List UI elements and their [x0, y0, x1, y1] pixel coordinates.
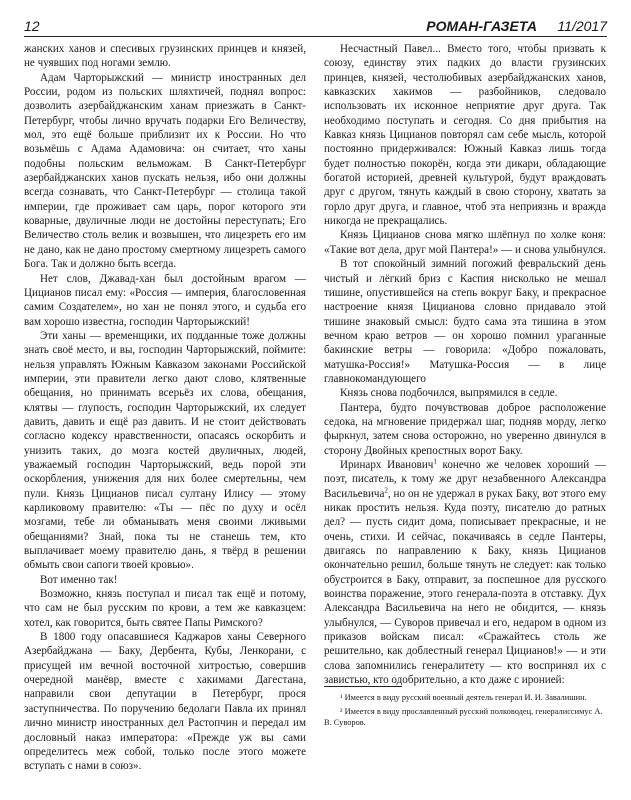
footnotes: [324, 686, 606, 731]
paragraph: Князь Цицианов снова мягко шлёпнул по холке коня: «Такие вот дела, друг мой Пантера!» — и снова улыбнулся.: [324, 229, 606, 256]
footnote-marker: 2: [384, 485, 388, 494]
right-text-column: [324, 42, 606, 687]
paragraph: Несчастный Павел... Вместо того, чтобы призвать к союзу, единству этих падких до власти грузинских принцев, князей, честолюбивых азербайджанских ханов, кавказских хакимов — разбойников, следовало использовать их исконное неприятие друг друга. Так необходимо поступать и сегодня. Со дня прибытия на Кавказ князь Цицианов повторял сам себе мысль, которой постоянно придерживался: Южный Кавказ лишь тогда будет полностью покорён, когда эти дикари, обладающие богатой историей, древней культурой, будут враждовать друг с другом, тянуть каждый в свою сторону, хватать за горло друг друга, и главное, чтоб эта неприязнь и вражда никогда не прекращались.: [324, 43, 606, 228]
paragraph: В тот спокойный зимний погожий февральский день чистый и лёгкий бриз с Каспия нисколько не мешал тишине, опустившейся на степь вокруг Баку, и прекрасное настроение князя Цицианова словно придавало этой тишине знаковый смысл: будто сама эта тишина в этом вечном краю ветров — он хорошо помнил ураганные бакинские ветры — говорила: «Добро пожаловать, матушка-Россия!» Матушка-Россия — в лице главнокомандующего: [324, 258, 606, 385]
text-run: Иринарх Иванович: [340, 458, 434, 471]
journal-title: РОМАН-ГАЗЕТА: [426, 18, 537, 34]
paragraph-with-footnotes: [324, 458, 606, 688]
paragraph: Вот именно так!: [40, 573, 118, 586]
paragraph: Князь снова подбочился, выпрямился в седле.: [340, 387, 558, 400]
page-number: 12: [24, 18, 40, 34]
paragraph: Пантера, будто почувствовав доброе расположение седока, на мгновение придержал шаг, подняв морду, легко фыркнул, затем снова осторожно, но уверенно двинулся в сторону Двойных крепостных ворот Баку.: [324, 401, 606, 457]
paragraph: Возможно, князь поступал и писал так ещё и потому, что сам не был русским по крови, а тем же кавказцем: хотел, как говорится, быть святее Папы Римского?: [24, 588, 306, 629]
text-run: , но он не удержал в руках Баку, вот этого ему никак простить нельзя. Куда поэту, писателю до ратных дел? — пусть сидит дома, пописывает прекрасные, и не очень, стихи. И сейчас, покачиваясь в седле Пантеры, двигаясь по направлению к Баку, князь Цицианов окончательно решил, больше тянуть не следует: как только обустроится в Баку, отправит, за поспешное для русского воинства поражение, этого генерала-поэта в отставку. Дух Александра Васильевича на него не обидится, — князь улыбнулся, — Суворов привечал и его, недаром в одном из приказов войскам писал: «Сражайтесь столь же решительно, как доблестный генерал Цицианов!» — и эти слова запомнились генералитету — кто воспринял их с завистью, кто одобрительно, а кто даже с иронией:: [324, 487, 606, 687]
footnote: ² Имеется в виду прославленный русский полководец, генералиссимус А. В. Суворов.: [324, 707, 603, 727]
issue-number: 11/2017: [557, 18, 607, 34]
footnote-marker: 1: [433, 457, 437, 466]
text-run: конечно же человек хороший — поэт, писатель, к тому же друг незабвенного Александра Васильевича: [324, 458, 606, 500]
paragraph: Эти ханы — временщики, их подданные тоже должны знать своё место, и вы, господин Чарторыжский, поймите: нельзя управлять Южным Кавказом законами Российской империи, эти правители легко дают слово, клятвенные обещания, но принимать всерьёз их слова, обещания, клятвы — глупость, господин Чарторыжский, их следует давить, давить и ещё раз давить. И не стоит действовать согласно кодексу нравственности, опасаясь оскорбить и унизить таких, до мозга костей двуличных, людей, уважаемый господин Чарторыжский, ведь порой эти оскорбления, унижения для них более смертельны, чем пули. Князь Цицианов писал султану Илису — этому карликовому правителю: «Ты — пёс по духу и осёл мозгами, тебе ли обманывать меня своими лживыми обещаниями? Знай, пока ты не станешь тем, кто выплачивает моему правителю дань, я твёрд в решении обмыть свои сапоги твоей кровью».: [24, 329, 306, 572]
paragraph: Адам Чарторыжский — министр иностранных дел России, родом из польских шляхтичей, поднял вопрос: дозволить азербайджанским ханам приезжать в Санкт-Петербург, чтобы лично вручать подарки Его Величеству, мол, это ещё больше приблизит их к России. Но что возьмёшь с Адама Адамовича: он считает, что ханы подобны польским вельможам. В Санкт-Петербург азербайджанских ханов пускать нельзя, ибо они должны всегда сознавать, что Санкт-Петербург — столица такой империи, где проживает сам царь, порог которого эти коварные, двуличные люди не достойны переступать; Его Величество столь велик и возвышен, что лицезреть его им не дано, как не дано простому смертному лицезреть самого Бога. Так и должно быть всегда.: [24, 71, 306, 271]
left-text-column: [24, 42, 306, 774]
footnote: ¹ Имеется в виду русский военный деятель генерал И. И. Завалишин.: [340, 693, 587, 702]
footnote-divider: [324, 686, 402, 687]
paragraph: жанских ханов и спесивых грузинских принцев и князей, не чуявших под ногами землю.: [24, 43, 306, 70]
paragraph: В 1800 году опасавшиеся Каджаров ханы Северного Азербайджана — Баку, Дербента, Кубы, Ленкорани, с присущей им вечной восточной хитростью, совершив очередной манёвр, вместе с хакимами Дагестана, направили свои депутации в Петербург, прося заступничества. По поручению бедолаги Павла их принял лично министр иностранных дел Растопчин и передал им дословный наказ императора: «Прежде уж вы сами определитесь меж собой, только после этого можете вступать с нами в союз».: [24, 631, 306, 773]
running-header: [24, 18, 607, 37]
paragraph: Нет слов, Джавад-хан был достойным врагом — Цицианов писал ему: «Россия — империя, благословенная самим Создателем», но хан не понял этого, и судьба его вам хорошо известна, господин Чарторыжский!: [24, 272, 306, 328]
